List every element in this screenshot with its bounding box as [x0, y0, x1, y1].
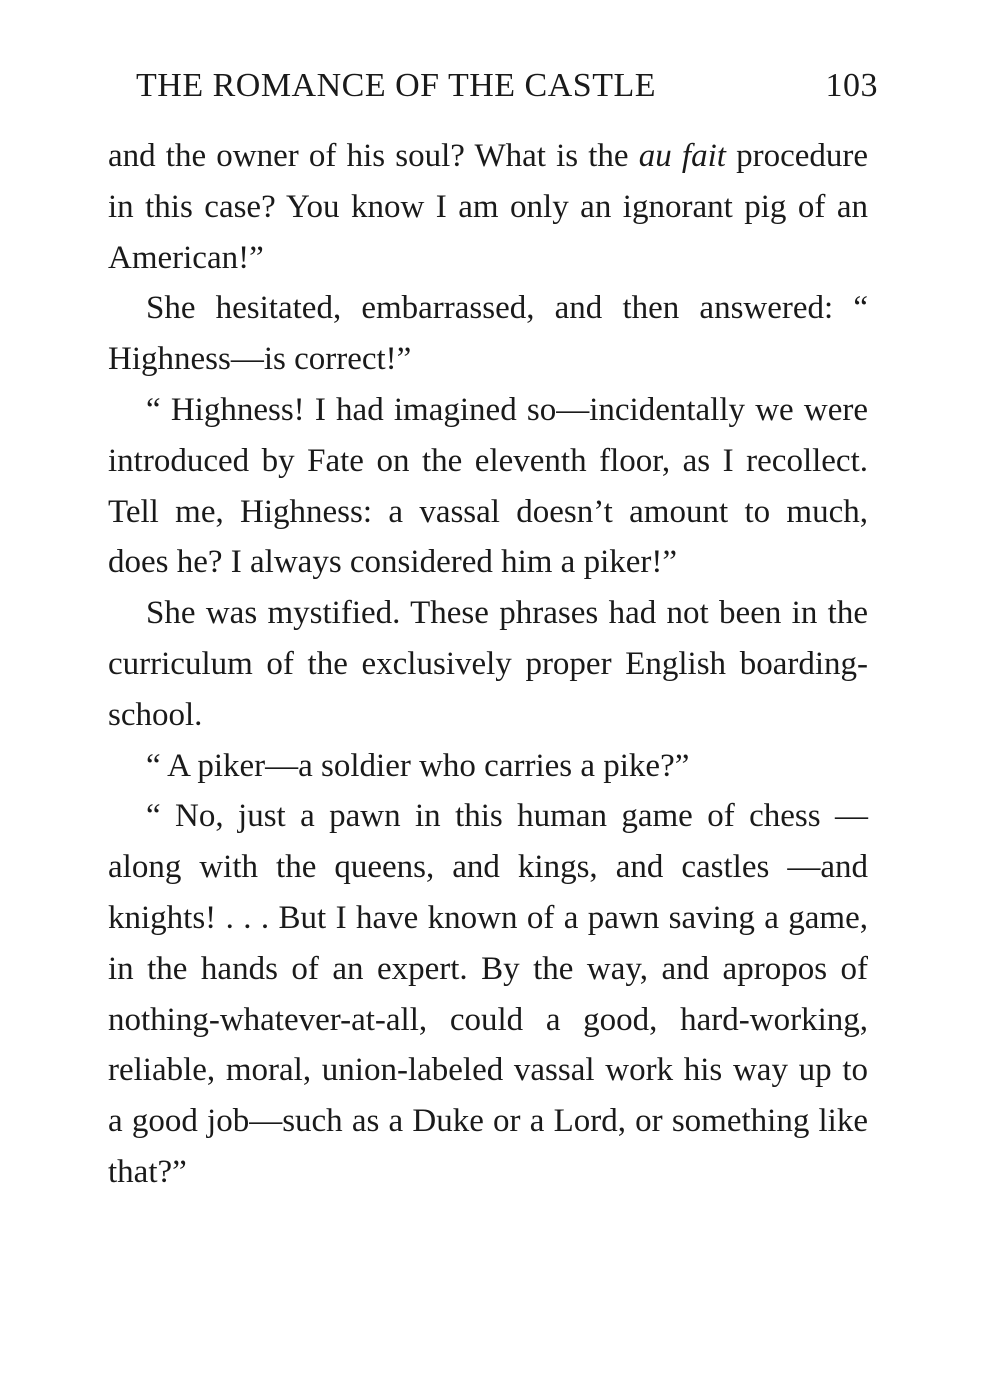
running-title: THE ROMANCE OF THE CASTLE [136, 67, 656, 104]
paragraph-3: “ Highness! I had imagined so—incidentally we were introduced by Fate on the eleventh floor, as I recollect. Tell me, Highness: a vassal doesn’t amount to much, does he? I always considered him a piker!” [108, 391, 868, 581]
paragraph-5: “ A piker—a soldier who carries a pike?” [146, 747, 690, 784]
paragraph-2: She hesitated, embarrassed, and then answered: “ Highness—is correct!” [108, 290, 868, 378]
paragraph-4: She was mystified. These phrases had not been in the curriculum of the exclusively proper English boarding-school. [108, 595, 868, 733]
running-header [108, 62, 878, 110]
body-text [108, 131, 868, 1198]
page-number: 103 [825, 67, 878, 104]
paragraph-1 [108, 131, 868, 283]
italic-phrase: au fait [638, 138, 726, 174]
paragraph-1-end: procedure in this case? You know I am only an ignorant pig of an American!” [108, 138, 869, 276]
paragraph-6: “ No, just a pawn in this human game of chess —along with the queens, and kings, and castles —and knights! . . . But I have known of a pawn saving a game, in the hands of an expert. By the way, and apropos of nothing-whatever-at-all, could a good, hard-working, reliable, moral, union-labeled vassal work his way up to a good job—such as a Duke or a Lord, or something like that?” [108, 798, 868, 1190]
paragraph-1-start: and the owner of his soul? What is the [108, 138, 639, 174]
